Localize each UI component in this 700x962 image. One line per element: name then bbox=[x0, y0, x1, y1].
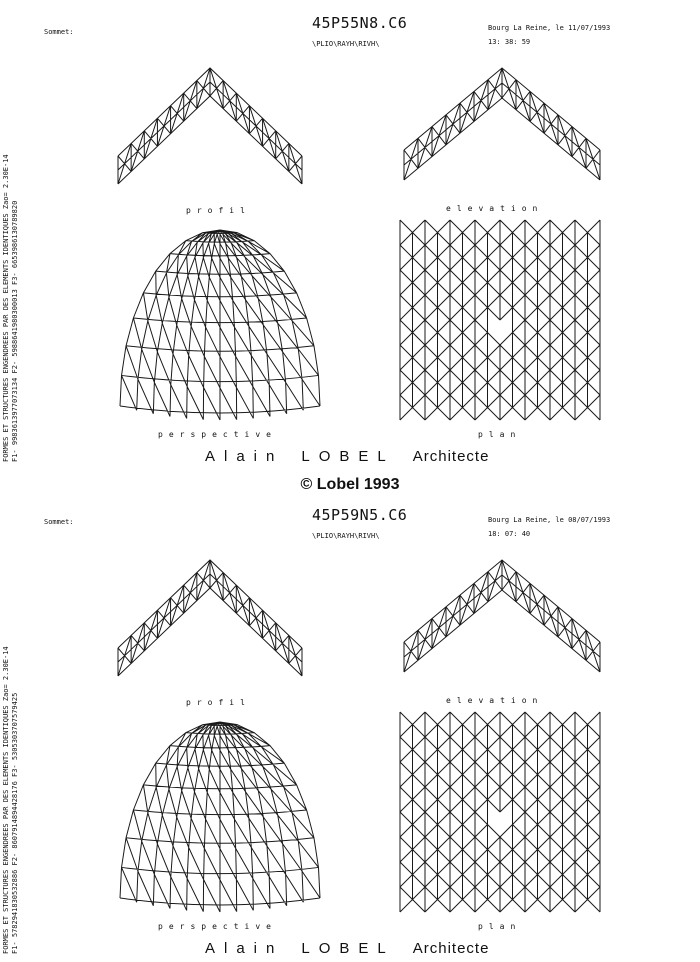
perspective-label: perspective bbox=[158, 922, 277, 931]
drawing-date: Bourg La Reine, le 11/07/1993 bbox=[488, 24, 611, 32]
wireframe-lines bbox=[404, 560, 600, 672]
elevation-view bbox=[400, 552, 610, 692]
elevation-label: elevation bbox=[446, 204, 544, 213]
side-caption bbox=[2, 514, 20, 954]
drawing-sheet-2 bbox=[0, 492, 700, 962]
sommet-label: Sommet: bbox=[44, 518, 74, 526]
drawing-subtitle: \PLIO\RAYH\RIVH\ bbox=[312, 532, 380, 540]
architect-last-name: LOBEL bbox=[301, 940, 395, 957]
elevation-view bbox=[400, 60, 610, 200]
architect-first-name: Alain bbox=[205, 940, 284, 957]
perspective-label: perspective bbox=[158, 430, 277, 439]
profil-label: profil bbox=[186, 206, 251, 215]
side-caption-line: FORMES ET STRUCTURES ENGENDREES PAR DES ELEMENTS IDENTIQUES Zao= 2.30E-14 bbox=[2, 646, 10, 954]
architect-credit bbox=[205, 940, 489, 957]
architect-credit bbox=[205, 448, 489, 465]
drawing-date: Bourg La Reine, le 08/07/1993 bbox=[488, 516, 611, 524]
side-caption bbox=[2, 22, 20, 462]
perspective-view bbox=[110, 220, 330, 425]
plan-label: plan bbox=[478, 922, 522, 931]
profil-view bbox=[110, 552, 310, 692]
wireframe-lines bbox=[400, 712, 600, 912]
copyright-notice: © Lobel 1993 bbox=[300, 476, 400, 493]
drawing-subtitle: \PLIO\RAYH\RIVH\ bbox=[312, 40, 380, 48]
architect-last-name: LOBEL bbox=[301, 448, 395, 465]
plan-view bbox=[390, 215, 610, 425]
wireframe-lines bbox=[118, 560, 302, 676]
wireframe-lines bbox=[404, 68, 600, 180]
drawing-title: 45P55N8.C6 bbox=[312, 14, 408, 32]
side-caption-line: F1- 5782941830532886 F2- 8607914894428176 F3- 5305303707579425 bbox=[11, 692, 19, 954]
wireframe-lines bbox=[120, 722, 320, 912]
side-caption-line: FORMES ET STRUCTURES ENGENDREES PAR DES ELEMENTS IDENTIQUES Zao= 2.30E-14 bbox=[2, 154, 10, 462]
drawing-time: 13: 38: 59 bbox=[488, 38, 531, 46]
sommet-label: Sommet: bbox=[44, 28, 74, 36]
architect-role: Architecte bbox=[412, 448, 490, 465]
elevation-label: elevation bbox=[446, 696, 544, 705]
perspective-view bbox=[110, 712, 330, 917]
drawing-sheet-1 bbox=[0, 0, 700, 470]
plan-label: plan bbox=[478, 430, 522, 439]
drawing-title: 45P59N5.C6 bbox=[312, 506, 408, 524]
wireframe-lines bbox=[118, 68, 302, 184]
profil-label: profil bbox=[186, 698, 251, 707]
wireframe-lines bbox=[400, 220, 600, 420]
plan-view bbox=[390, 707, 610, 917]
wireframe-lines bbox=[120, 230, 320, 420]
architect-first-name: Alain bbox=[205, 448, 284, 465]
drawing-time: 18: 07: 40 bbox=[488, 530, 531, 538]
profil-view bbox=[110, 60, 310, 200]
side-caption-line: F1- 9983613977073134 F2- 5988641980300013 F3- 6653986130789820 bbox=[11, 200, 19, 462]
architect-role: Architecte bbox=[412, 940, 490, 957]
